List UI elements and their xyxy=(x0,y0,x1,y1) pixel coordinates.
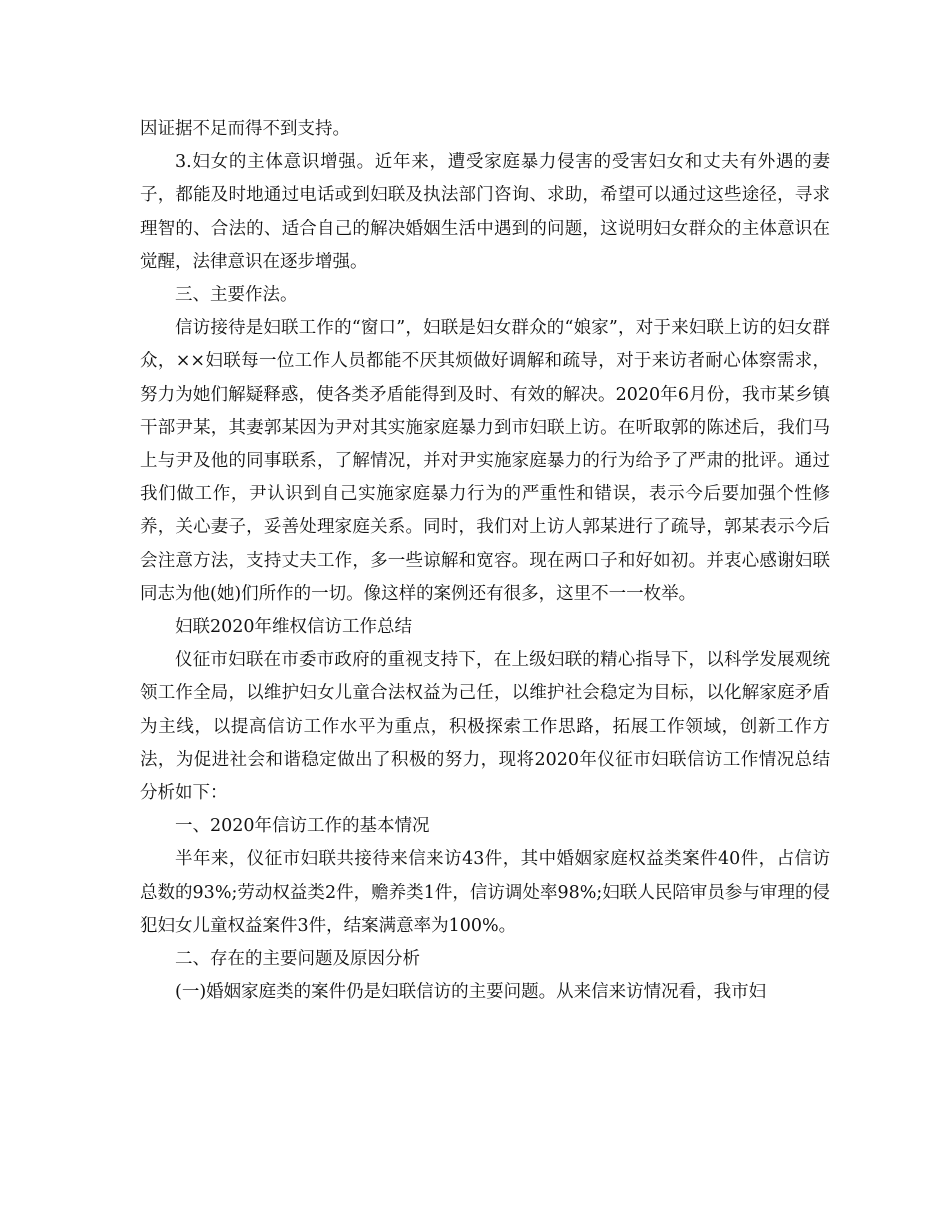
paragraph-evidence-insufficient: 因证据不足而得不到支持。 xyxy=(140,119,350,139)
heading-problems-analysis: 二、存在的主要问题及原因分析 xyxy=(175,949,420,970)
heading-main-methods: 三、主要作法。 xyxy=(175,285,298,306)
paragraph-marriage-family-cases: (一)婚姻家庭类的案件仍是妇联信访的主要问题。从来信来访情况看，我市妇 xyxy=(175,982,767,1003)
document-body xyxy=(140,113,830,1009)
heading-basic-situation: 一、2020年信访工作的基本情况 xyxy=(175,816,430,837)
paragraph-women-awareness: 3.妇女的主体意识增强。近年来，遭受家庭暴力侵害的受害妇女和丈夫有外遇的妻子，都能及时地通过电话或到妇联及执法部门咨询、求助，希望可以通过这些途径，寻求理智的、合法的、适合自己的解决婚姻生活中遇到的问题，这说明妇女群众的主体意识在觉醒，法律意识在逐步增强。 xyxy=(140,152,830,272)
paragraph-yizheng-intro: 仪征市妇联在市委市政府的重视支持下，在上级妇联的精心指导下，以科学发展观统领工作全局，以维护妇女儿童合法权益为己任，以维护社会稳定为目标，以化解家庭矛盾为主线，以提高信访工作水平为重点，积极探索工作思路，拓展工作领域，创新工作方法，为促进社会和谐稳定做出了积极的努力，现将2020年仪征市妇联信访工作情况总结分析如下： xyxy=(140,650,830,804)
paragraph-petition-reception: 信访接待是妇联工作的“窗口”，妇联是妇女群众的“娘家”，对于来妇联上访的妇女群众，××妇联每一位工作人员都能不厌其烦做好调解和疏导，对于来访者耐心体察需求，努力为她们解疑释惑，使各类矛盾能得到及时、有效的解决。2020年6月份，我市某乡镇干部尹某，其妻郭某因为尹对其实施家庭暴力到市妇联上访。在听取郭的陈述后，我们马上与尹及他的同事联系，了解情况，并对尹实施家庭暴力的行为给予了严肃的批评。通过我们做工作，尹认识到自己实施家庭暴力行为的严重性和错误，表示今后要加强个性修养，关心妻子，妥善处理家庭关系。同时，我们对上访人郭某进行了疏导，郭某表示今后会注意方法，支持丈夫工作，多一些谅解和宽容。现在两口子和好如初。并衷心感谢妇联同志为他(她)们所作的一切。像这样的案例还有很多，这里不一一枚举。 xyxy=(140,318,830,604)
paragraph-statistics: 半年来，仪征市妇联共接待来信来访43件，其中婚姻家庭权益类案件40件，占信访总数的93%;劳动权益类2件，赡养类1件，信访调处率98%;妇联人民陪审员参与审理的侵犯妇女儿童权益案件3件，结案满意率为100%。 xyxy=(140,849,830,936)
heading-summary-title: 妇联2020年维权信访工作总结 xyxy=(175,617,413,638)
